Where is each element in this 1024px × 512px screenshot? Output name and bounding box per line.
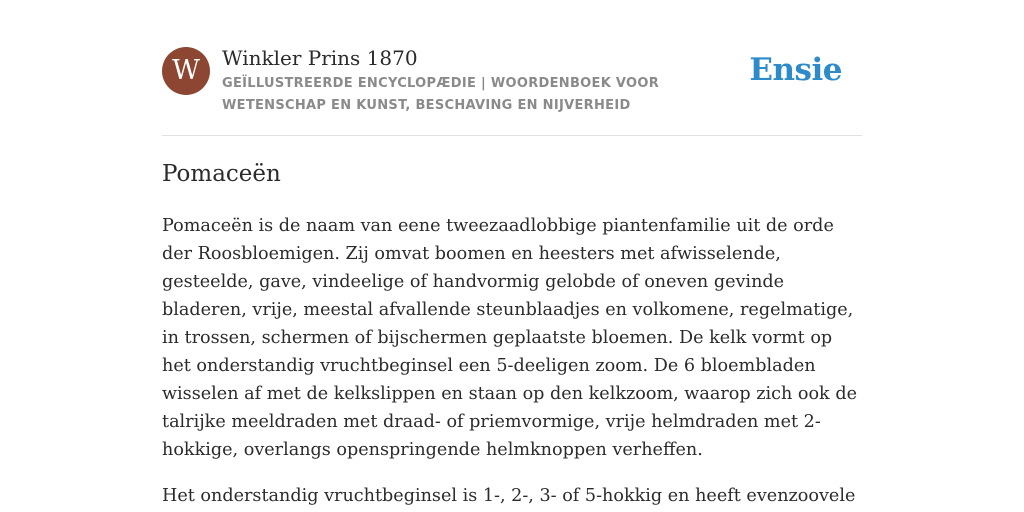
article-body: [162, 212, 862, 512]
source-avatar[interactable]: W: [162, 47, 210, 95]
article-paragraph: Het onderstandig vruchtbeginsel is 1-, 2-, 3- of 5-hokkig en heeft evenzoovele: [162, 486, 856, 506]
source-header: [162, 0, 862, 136]
source-title[interactable]: Winkler Prins 1870: [222, 46, 418, 70]
source-subtitle: GEÏLLUSTREERDE ENCYCLOPÆDIE | WOORDENBOEK VOOR WETENSCHAP EN KUNST, BESCHAVING EN NIJVERHEID: [222, 76, 660, 113]
article-paragraph: Pomaceën is de naam van eene tweezaadlobbige piantenfamilie uit de orde der Roosbloemigen. Zij omvat boomen en heesters met afwisselende, gesteelde, gave, vindeelige of handvormig gelobde of oneven gevinde bladeren, vrije, meestal afvallende steunblaadjes en volkomene, regelmatige, in trossen, schermen of bijschermen geplaatste bloemen. De kelk vormt op het onderstandig vruchtbeginsel een 5-deeligen zoom. De 6 bloembladen wisselen af met de kelkslippen en staan op den kelkzoom, waarop zich ook de talrijke meeldraden met draad- of priemvormige, vrije helmdraden met 2-hokkige, overlangs openspringende helmknoppen verheffen.: [162, 216, 857, 460]
ensie-logo[interactable]: Ensie: [749, 52, 842, 88]
article-title: Pomaceën: [162, 161, 281, 187]
content-container: [162, 0, 862, 506]
